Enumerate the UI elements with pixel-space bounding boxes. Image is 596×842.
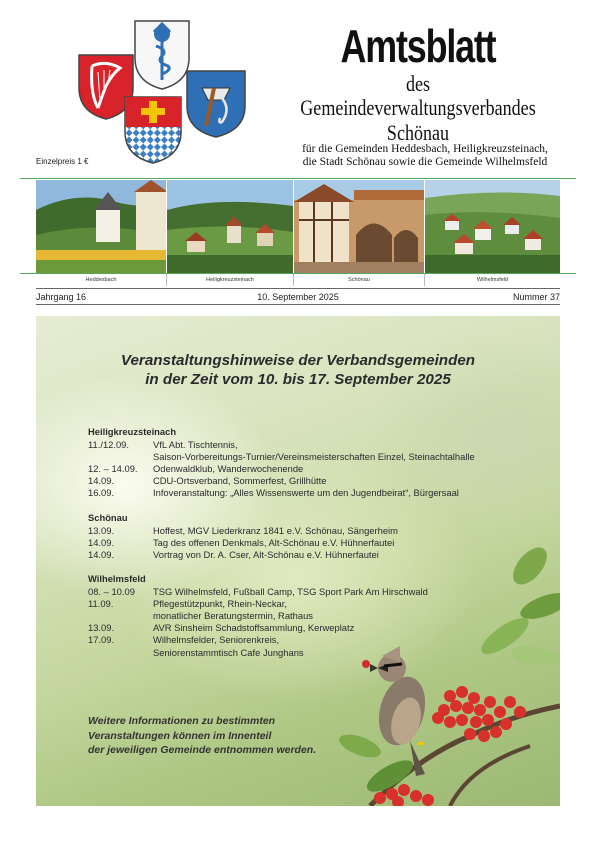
issue-rule-top <box>36 288 560 289</box>
caption-heddesbach: Heddesbach <box>36 274 167 286</box>
photo-wilhelmsfeld <box>425 180 560 273</box>
heiligkreuzsteinach-crest-icon <box>122 94 184 166</box>
section-heiligkreuzsteinach <box>88 426 548 500</box>
event-text <box>153 598 548 622</box>
photo-strip <box>36 180 560 273</box>
event-text: CDU-Ortsverband, Sommerfest, Grillhütte <box>153 475 327 487</box>
event-date: 12. – 14.09. <box>88 463 138 475</box>
masthead-subtitle: des Gemeindeverwaltungsverbandes <box>300 71 536 120</box>
caption-wilhelmsfeld: Wilhelmsfeld <box>476 277 509 283</box>
event-date: 14.09. <box>88 536 115 548</box>
price-label: Einzelpreis 1 € <box>36 157 89 166</box>
photo-schoenau <box>294 180 424 273</box>
event-text: TSG Wilhelmsfeld, Fußball Camp, TSG Sport Park Am Hirschwald <box>153 586 428 598</box>
coat-of-arms-group <box>72 16 252 166</box>
photo-heiligkreuzsteinach <box>167 180 293 273</box>
section-title: Heiligkreuzsteinach <box>88 426 177 437</box>
issue-rule-bottom <box>36 304 560 305</box>
heading-line-1: Veranstaltungshinweise der Verbandsgemeinden <box>120 352 476 369</box>
event-row <box>88 439 548 463</box>
event-date: 14.09. <box>88 548 115 560</box>
photo-heddesbach <box>36 180 166 273</box>
photo-captions <box>36 274 560 286</box>
masthead-for-lines <box>280 143 570 169</box>
event-text: Vortrag von Dr. A. Cser, Alt-Schönau e.V. Hühnerfautei <box>153 548 379 560</box>
caption-heiligkreuzsteinach: Heiligkreuzsteinach <box>167 274 294 286</box>
event-date: 11./12.09. <box>88 439 130 451</box>
event-row <box>88 463 548 475</box>
event-date: 16.09. <box>88 487 115 499</box>
event-date: 13.09. <box>88 622 115 634</box>
section-title: Wilhelmsfeld <box>88 572 146 584</box>
issue-number: Nummer 37 <box>512 292 560 302</box>
caption-schoenau: Schönau <box>294 274 425 286</box>
section-title: Schönau <box>88 511 128 523</box>
masthead-title-block <box>268 20 568 146</box>
announcement-panel <box>36 316 560 806</box>
schoenau-crest-icon <box>132 18 192 92</box>
event-text-line-1: VfL Abt. Tischtennis, <box>153 439 238 451</box>
issue-date: 10. September 2025 <box>257 292 339 302</box>
event-text <box>153 634 548 658</box>
event-text: Infoveranstaltung: „Alles Wissenswerte um den Jugendbeirat“, Bürgersaal <box>153 487 459 499</box>
heading-line-2: in der Zeit vom 10. bis 17. September 2025 <box>145 371 451 388</box>
masthead-subtitle-place: Schönau <box>386 120 450 145</box>
event-date: 11.09. <box>88 598 114 610</box>
event-row <box>88 634 548 658</box>
strip-top-line <box>20 178 576 179</box>
event-text-line-2: Saison-Vorbereitungs-Turnier/Vereinsmeisterschaften Einzel, Steinachtalhalle <box>153 451 475 463</box>
wilhelmsfeld-crest-icon <box>184 68 248 140</box>
event-text: Hoffest, MGV Liederkranz 1841 e.V. Schönau, Sängerheim <box>153 524 398 536</box>
event-text <box>153 439 548 463</box>
issue-info-row <box>36 291 560 303</box>
event-date: 08. – 10.09 <box>88 586 135 598</box>
event-date: 13.09. <box>88 524 115 536</box>
event-text-line-1: Wilhelmsfelder, Seniorenkreis, <box>153 634 280 646</box>
event-text-line-1: Pflegestützpunkt, Rhein-Neckar, <box>153 598 287 610</box>
issue-volume: Jahrgang 16 <box>36 292 87 302</box>
further-info-note <box>88 714 388 758</box>
event-row <box>88 598 548 622</box>
event-row <box>88 549 548 561</box>
event-row <box>88 586 548 598</box>
announcement-heading <box>36 351 560 389</box>
event-text: Odenwaldklub, Wanderwochenende <box>153 463 304 475</box>
event-list <box>88 426 548 671</box>
event-text-line-2: monatlicher Beratungstermin, Rathaus <box>153 610 313 622</box>
masthead-title: Amtsblatt <box>340 20 496 72</box>
event-row <box>88 622 548 634</box>
event-row <box>88 475 548 487</box>
for-line-2: die Stadt Schönau sowie die Gemeinde Wilhelmsfeld <box>302 156 548 168</box>
event-text: AVR Sinsheim Schadstoffsammlung, Kerweplatz <box>153 622 355 634</box>
event-text: Tag des offenen Denkmals, Alt-Schönau e.V. Hühnerfautei <box>153 536 395 548</box>
event-row <box>88 525 548 537</box>
section-wilhelmsfeld <box>88 573 548 659</box>
event-row <box>88 487 548 499</box>
event-row <box>88 537 548 549</box>
note-line-1: Weitere Informationen zu bestimmten <box>88 715 276 727</box>
note-line-3: der jeweiligen Gemeinde entnommen werden. <box>88 744 317 756</box>
section-schoenau <box>88 512 548 561</box>
event-text-line-2: Seniorenstammtisch Cafe Junghans <box>153 646 304 658</box>
event-date: 14.09. <box>88 475 115 487</box>
note-line-2: Veranstaltungen können im Innenteil <box>88 729 272 742</box>
event-date: 17.09. <box>88 634 115 646</box>
for-line-1: für die Gemeinden Heddesbach, Heiligkreuzsteinach, <box>302 143 548 155</box>
